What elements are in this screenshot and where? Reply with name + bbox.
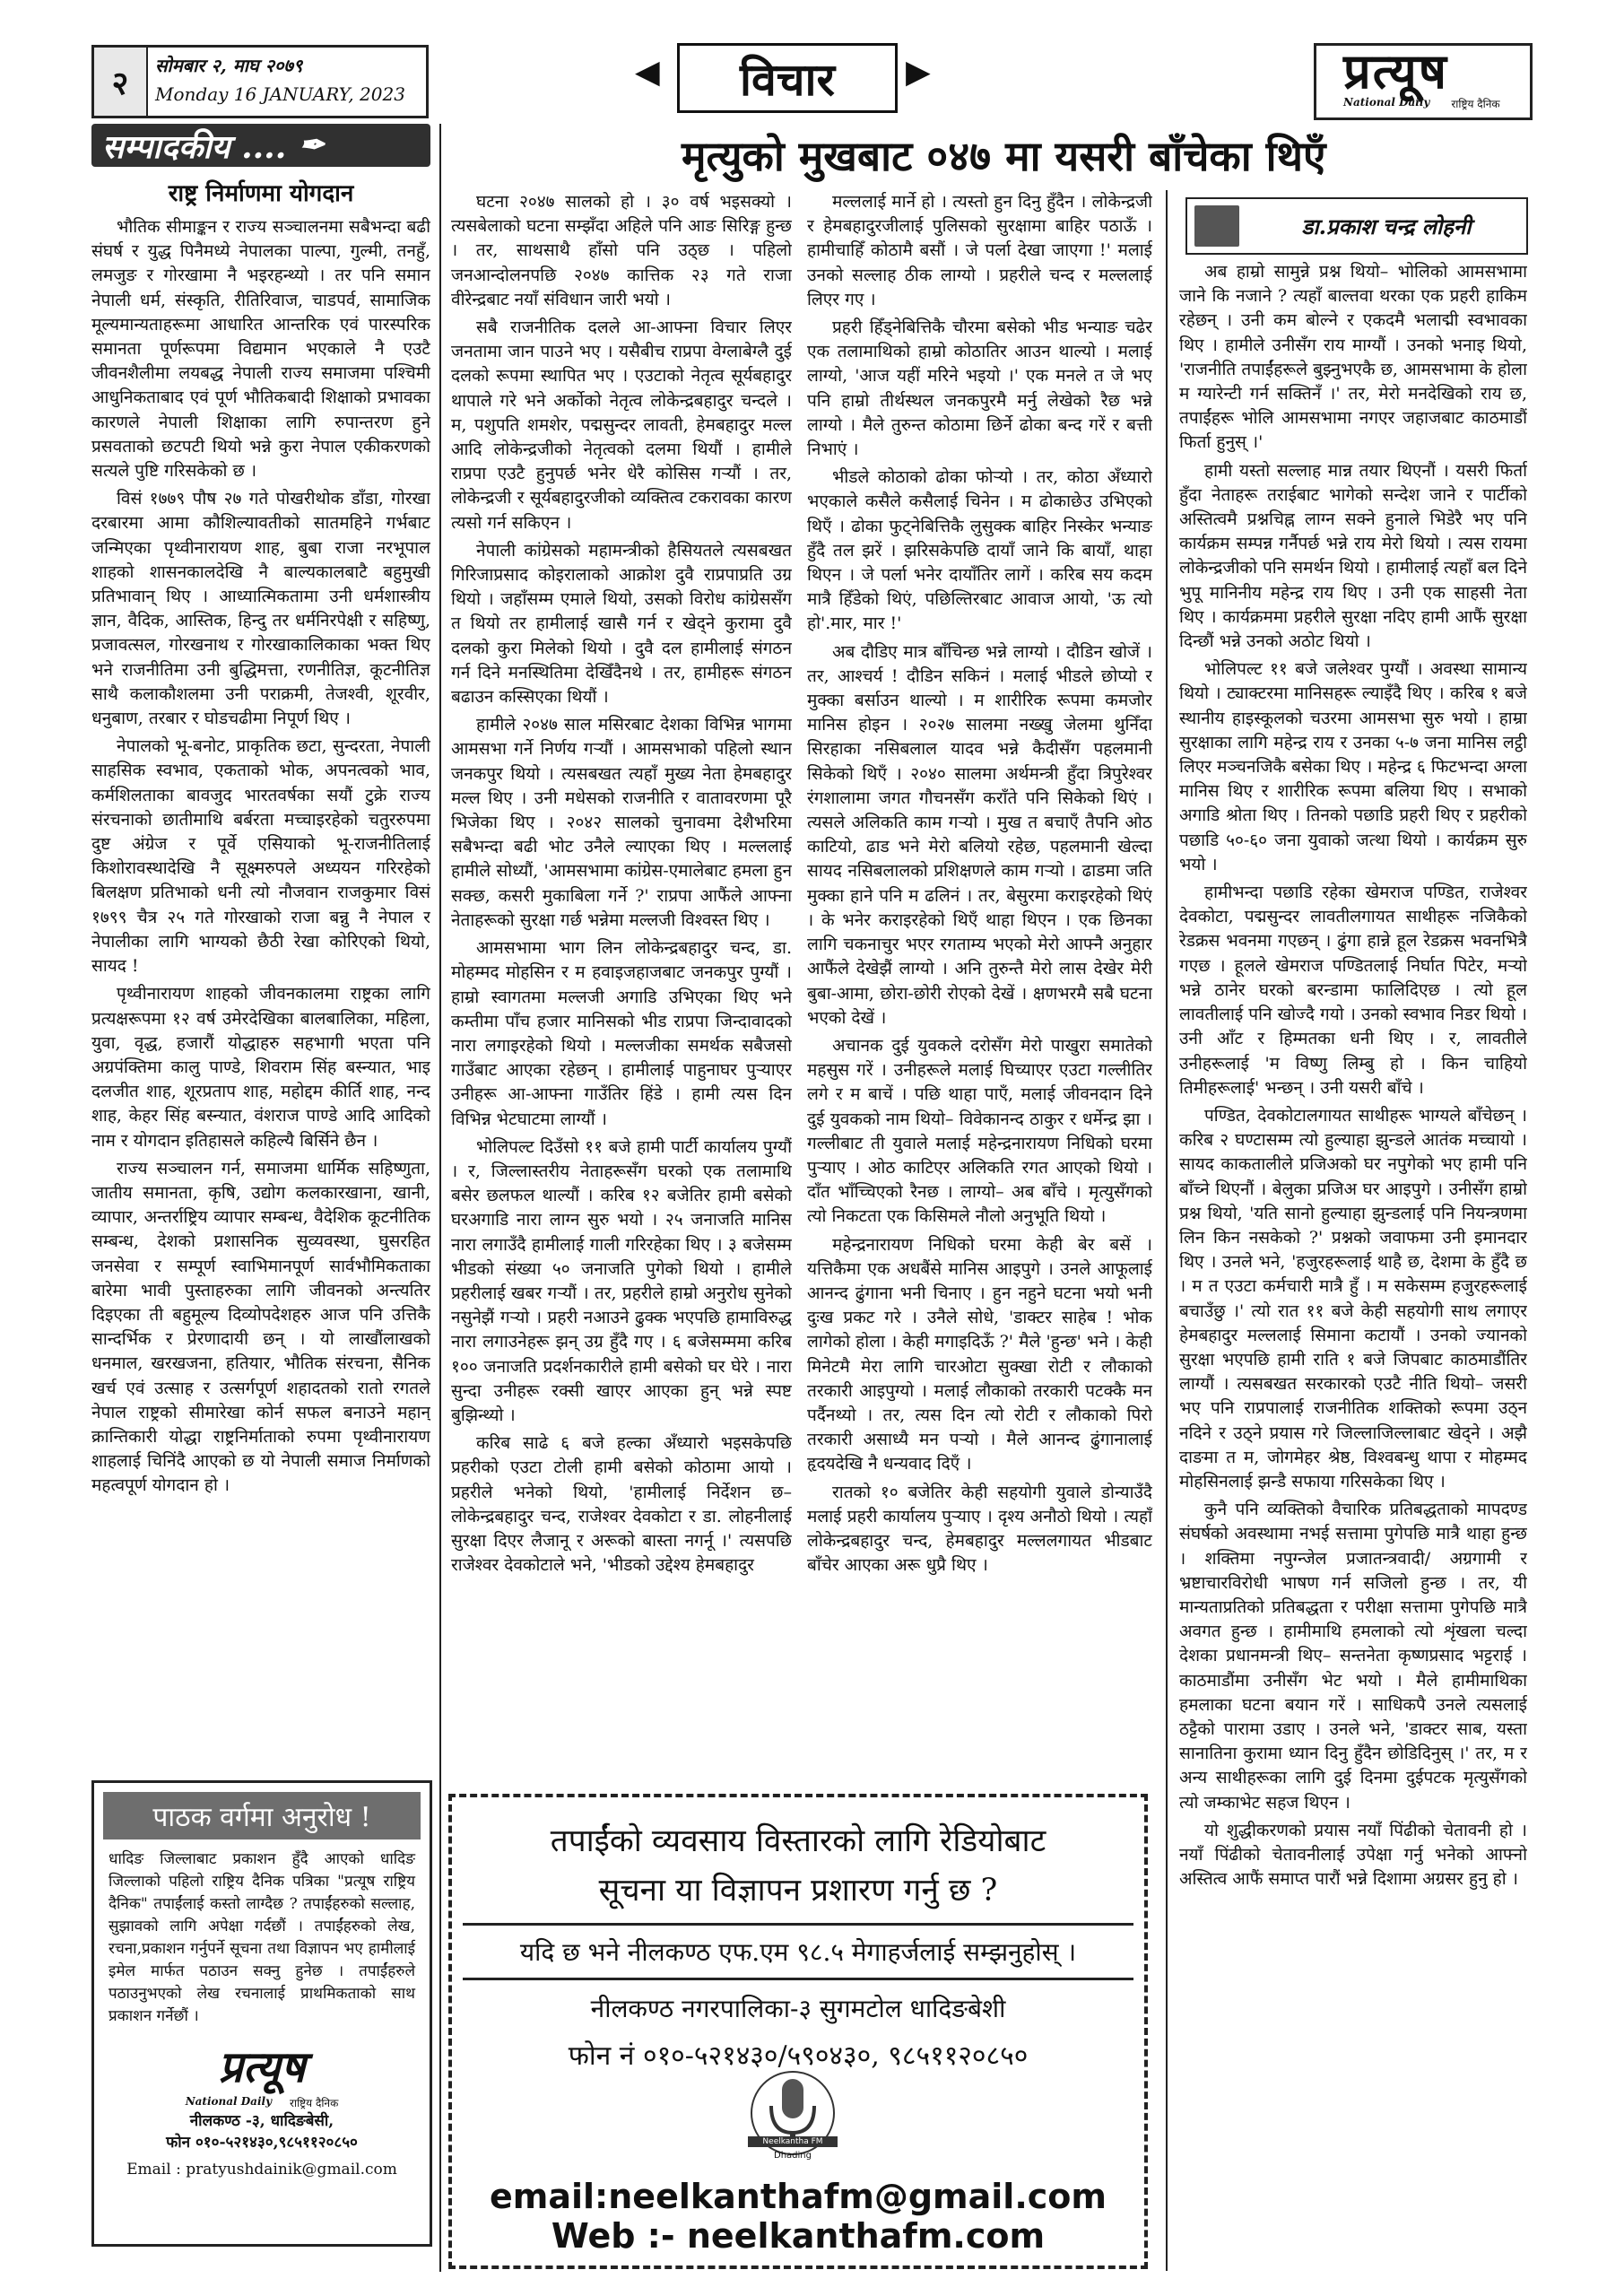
article-column-3	[1179, 260, 1527, 2251]
right-arrow-icon: ▶	[906, 54, 931, 91]
ad-email[interactable]: email:neelkanthafm@gmail.com	[490, 2177, 1107, 2216]
editorial-paragraph: राज्य सञ्चालन गर्न, समाजमा धार्मिक सहिष्णुता, जातीय समानता, कृषि, उद्योग कलकारखाना, खानी, व्यापार, अन्तर्राष्ट्रिय व्यापार सम्बन्ध, वैदेशिक कूटनीतिक सम्बन्ध, देशको प्रशासनिक सुव्यवस्था, घुसरहित जनसेवा र सम्पूर्ण स्वाभिमानपूर्ण सार्वभौमिकताका बारेमा भावी पुस्ताहरुका लागि जीवनको अन्त्यतिर दिइएका ती बहुमूल्य दिव्योपदेशहरु आज पनि उत्तिकै सान्दर्भिक र प्रेरणादायी छन् । यो लाखौंलाखको धनमाल, खरखजना, हतियार, भौतिक संरचना, सैनिक खर्च एवं उत्साह र उत्सर्गपूर्ण शहादतको रातो रगतले नेपाल राष्ट्रको सीमारेखा कोर्न सफल बनाउने महान् क्रान्तिकारी योद्धा राष्ट्रनिर्माताको रुपमा पृथ्वीनारायण शाहलाई चिनिंदै आएको छ यो नेपाली समाज निर्माणको महत्वपूर्ण योगदान हो ।	[91, 1158, 430, 1496]
article-paragraph: हामीभन्दा पछाडि रहेका खेमराज पण्डित, राजेश्वर देवकोटा, पद्मसुन्दर लावतीलगायत साथीहरू नजिकैको रेडक्रस भवनमा गएछन् । ढुंगा हान्ने हूल रेडक्रस भवनभित्रै गएछ । हूलले खेमराज पण्डितलाई निर्घात पिटेर, मऱ्यो भन्ने ठानेर घरको बरन्डामा फालिदिएछ । त्यो हूल लावतीलाई पनि खोज्दै गयो । उनको स्वभाव निडर थियो । उनी आँट र हिम्मतका धनी थिए । र, लावतीले उनीहरूलाई 'म विष्णु लिम्बु हो । किन चाहियो तिमीहरूलाई' भन्छन् । उनी यसरी बाँचे ।	[1179, 883, 1527, 1098]
article-paragraph: प्रहरी हिँड्नेबित्तिकै चौरमा बसेको भीड भन्याङ चढेर एक तलामाथिको हाम्रो कोठातिर आउन थाल्यो । मलाई लाग्यो, 'आज यहीं मरिने भइयो ।' एक मनले त जे भए पनि हाम्रो तीर्थस्थल जनकपुरमै मर्नु लेखेको रैछ भन्ने लाग्यो । मैले तुरुन्त कोठामा छिर्ने ढोका बन्द गरें र बत्ती निभाएं ।	[807, 317, 1152, 460]
article-paragraph: अब दौडिए मात्र बाँचिन्छ भन्ने लाग्यो । दौडिन खोजें । तर, आश्चर्य ! दौडिन सकिनं । मलाई भीडले छोप्यो र मुक्का बर्साउन थाल्यो । म शारीरिक रूपमा कमजोर मानिस होइन । २०२७ सालमा नख्खु जेलमा थुनिँदा सिरहाका नसिबलाल यादव भन्ने कैदीसँग पहलमानी सिकेको थिएँ । २०४० सालमा अर्थमन्त्री हुँदा त्रिपुरेश्वर रंगशालामा जगत गौचनसँग कराँते पनि सिकेको थिएं । त्यसले अलिकति काम गर्‍यो । मुख त बचाएँ तैपनि ओठ काटियो, ढाड भने मेरो बलियो रहेछ, पहलमानी खेल्दा सायद नसिबलालको प्रशिक्षणले काम गर्‍यो । ढाडमा जति मुक्का हाने पनि म ढलिनं । तर, बेसुरमा कराइरहेको थिएं । के भनेर कराइरहेको थिएँ थाहा थिएन । एक छिनका लागि चकनाचुर भएर रगताम्य भएको मेरो आफ्नै अनुहार आफैंले देखेझैं लाग्यो । अनि तुरुन्तै मेरो लास देखेर मेरी बुबा-आमा, छोरा-छोरी रोएको देखें । क्षणभरमै सबै घटना भएको देखें ।	[807, 641, 1152, 1028]
article-paragraph: यो शुद्धीकरणको प्रयास नयाँ पिंढीको चेतावनी हो । नयाँ पिंढीको चेतावनीलाई उपेक्षा गर्नु भनेको आफ्नो अस्तित्व आफैं समाप्त पारौं भन्ने दिशामा अग्रसर हुनु हो ।	[1179, 1820, 1527, 1890]
editorial-banner-text: सम्पादकीय ....	[102, 127, 287, 166]
article-paragraph: महेन्द्रनारायण निधिको घरमा केही बेर बसें । यत्तिकैमा एक अधबैंसे मानिस आइपुगे । उनले आफूलाई आनन्द ढुंगाना भनी चिनाए । हुन नहुने घटना भयो भनी दुःख प्रकट गरे । उनैले सोधे, 'डाक्टर साहेब ! भोक लागेको होला । केही मगाइदिऊँ ?' मैले 'हुन्छ' भने । केही मिनेटमै मेरा लागि चारओटा सुक्खा रोटी र लौकाको तरकारी आइपुग्यो । मलाई लौकाको तरकारी पटक्कै मन पर्दैनथ्यो । तर, त्यस दिन त्यो रोटी र लौकाको पिरो तरकारी असाध्यै मन पर्‍यो । मैले आनन्द ढुंगानालाई हृदयदेखि नै धन्यवाद दिएँ ।	[807, 1234, 1152, 1474]
date-block	[148, 48, 413, 116]
author-photo	[1194, 205, 1239, 247]
reader-request-box	[91, 1780, 432, 2247]
logo-text: प्रत्यूष	[1343, 42, 1448, 100]
radio-logo-place: Dhading	[774, 2151, 812, 2161]
article-paragraph: मल्ललाई मार्ने हो । त्यस्तो हुन दिनु हुँदैन । लोकेन्द्रजी र हेमबहादुरजीलाई पुलिसको सुरक्षामा बाहिर पठाऊँ । हामीचाहिँ कोठामै बसौं । जे पर्ला देखा जाएगा !' मलाई उनको सल्लाह ठीक लाग्यो । प्रहरीले चन्द र मल्ललाई लिएर गए ।	[807, 192, 1152, 309]
article-paragraph: हामी यस्तो सल्लाह मान्न तयार थिएनौं । यसरी फिर्ता हुँदा नेताहरू तराईबाट भागेको सन्देश जाने र पार्टीको अस्तित्वमै प्रश्नचिह्न लाग्न सक्ने हुनाले भिडेरै भए पनि कार्यक्रम सम्पन्न गर्नैपर्छ भन्ने राय मेरो थियो । त्यस रायमा लोकेन्द्रजीको पनि समर्थन थियो । हामीलाई त्यहाँ बल दिने भुपू मानिनीय महेन्द्र राय थिए । उनी एक साहसी नेता थिए । कार्यक्रममा प्रहरीले सुरक्षा नदिए हामी आफैं सुरक्षा दिन्छौं भन्ने उनको अठोट थियो ।	[1179, 460, 1527, 652]
article-paragraph: कुनै पनि व्यक्तिको वैचारिक प्रतिबद्धताको मापदण्ड संघर्षको अवस्थामा नभई सत्तामा पुगेपछि मात्रै थाहा हुन्छ । शक्तिमा नपुग्न्जेल प्रजातन्त्रवादी/ अग्रगामी र भ्रष्टाचारविरोधी भाषण गर्न सजिलो हुन्छ । तर, यी मान्यताप्रतिको प्रतिबद्धता र परीक्षा सत्तामा पुगेपछि मात्रै अवगत हुन्छ । हामीमाथि हमलाको त्यो शृंखला चल्दा देशका प्रधानमन्त्री थिए– सन्तनेता कृष्णप्रसाद भट्टराई । काठमाडौंमा उनीसँग भेट भयो । मैले हामीमाथिका हमलाका घटना बयान गरें । साधिकपै उनले त्यसलाई ठट्टैको पारामा उडाए । उनले भने, 'डाक्टर साब, यस्ता सानातिना कुरामा ध्यान दिनु हुँदैन छोडिदिनुस् ।' तर, म र अन्य साथीहरूका लागि दुई दिनमा दुईपटक मृत्युसँगको त्यो जम्काभेट सहज थिएन ।	[1179, 1500, 1527, 1813]
ad-line-1: तपाईंको व्यवसाय विस्तारको लागि रेडियोबाट	[550, 1823, 1046, 1859]
reader-request-title: पाठक वर्गमा अनुरोध !	[103, 1792, 421, 1839]
article-paragraph: करिब साढे ६ बजे हल्का अँध्यारो भइसकेपछि प्रहरीको एउटा टोली हामी बसेको कोठामा आयो । प्रहरीले भनेको थियो, 'हामीलाई निर्देशन छ– लोकेन्द्रबहादुर चन्द, राजेश्वर देवकोटा र डा. लोहनीलाई सुरक्षा दिएर लैजानू र अरूको बास्ता नगर्नू ।' त्यसपछि राजेश्वर देवकोटाले भने, 'भीडको उद्देश्य हेमबहादुर	[451, 1433, 792, 1576]
column-divider	[1166, 190, 1168, 2271]
article-column-2	[807, 190, 1152, 1769]
editorial-paragraph: पृथ्वीनारायण शाहको जीवनकालमा राष्ट्रका लागि प्रत्यक्षरूपमा १२ वर्ष उमेरदेखिका बालबालिका, महिला, युवा, वृद्ध, हजारौं योद्धाहरु सहभागी भएता पनि अग्रपंक्तिमा कालु पाण्डे, शिवराम सिंह बस्न्यात, भाइ दलजीत शाह, शूरप्रताप शाह, महोद्दम कीर्ति शाह, नन्द शाह, केहर सिंह बस्न्यात, वंशराज पाण्डे आदि आदिको नाम र योगदान इतिहासले कहिल्यै बिर्सिने छैन ।	[91, 984, 430, 1151]
editorial-paragraph: भौतिक सीमाङ्कन र राज्य सञ्चालनमा सबैभन्दा बढी संघर्ष र युद्ध पिनैमध्ये नेपालका पाल्पा, गुल्मी, तनहुँ, लमजुङ र गोरखामा नै भइरहन्थ्यो । तर पनि समान नेपाली धर्म, संस्कृति, रीतिरिवाज, चाडपर्व, सामाजिक मूल्यमान्यताहरूमा आधारित आन्तरिक एवं पारस्परिक समानता पूर्णरूपमा विद्यमान भएकाले नै एउटै जीवनशैलीमा लयबद्ध नेपाली राज्य समाजमा पश्चिमी आधुनिकताबाद एवं पूर्ण भौतिकबादी शिक्षाको प्रभावका कारणले नेपाली शिक्षाका लागि रुपान्तरण हुने प्रसवताको छटपटी थियो भन्ने कुरा नेपाल एकीकरणको सत्यले पुष्टि गरिसकेको छ ।	[91, 217, 430, 482]
ad-line-5: फोन नं ०१०-५२१४३०/५९०४३०, ९८५११२०८५०	[568, 2040, 1029, 2072]
date-nepali: सोमबार २, माघ २०७९	[155, 55, 303, 76]
article-paragraph: अब हाम्रो सामुन्ने प्रश्न थियो– भोलिको आमसभामा जाने कि नजाने ? त्यहाँ बाल्तवा थरका एक प्रहरी हाकिम रहेछन् । उनी कम बोल्ने र एकदमै भलाद्मी स्वभावका थिए । हामीले उनीसँग राय माग्यौं । उनको भनाइ थियो, 'राजनीति तपाईंहरूले बुझ्नुभएकै छ, आमसभामा के होला म ग्यारेन्टी गर्न सक्तिनँ ।' तर, मेरो मनदेखिको राय छ, तपाईंहरू भोलि आमसभामा नगएर जहाजबाट काठमाडौं फिर्ता हुनुस् ।'	[1179, 262, 1527, 453]
article-paragraph: भोलिपल्ट ११ बजे जलेश्वर पुग्यौं । अवस्था सामान्य थियो । ट्याक्टरमा मानिसहरू ल्याइँदै थिए । करिब १ बजे स्थानीय हाइस्कूलको चउरमा आमसभा सुरु भयो । हाम्रा सुरक्षाका लागि महेन्द्र राय र उनका ५-७ जना मानिस लट्ठी लिएर मञ्चनजिकै बसेका थिए । महेन्द्र ६ फिटभन्दा अग्ला मानिस थिए र शारीरिक रूपमा बलिया थिए । सभाको अगाडि श्रोता थिए । तिनको पछाडि प्रहरी थिए र प्रहरीको पछाडि ५०-६० जना युवाको जत्था थियो । कार्यक्रम सुरु भयो ।	[1179, 659, 1527, 874]
reader-logo-sub-np: राष्ट्रिय दैनिक	[290, 2097, 339, 2109]
editorial-paragraph: विसं १७७९ पौष २७ गते पोखरीथोक डाँडा, गोरखा दरबारमा आमा कौशिल्यावतीको सातमहिने गर्भबाट जन्मिएका पृथ्वीनारायण शाह, बुबा राजा नरभूपाल शाहको शासनकालदेखि नै बाल्यकालबाटै बहुमुखी प्रतिभावान् थिए । आध्यात्मिकतामा उनी धर्मशास्त्रीय ज्ञान, वैदिक, आस्तिक, हिन्दु तर धर्मनिरपेक्षी र सहिष्णु, प्रजावत्सल, गोरखनाथ र गोरखाकालिकाका भक्त थिए भने राजनीतिमा उनी बुद्धिमत्ता, रणनीतिज्ञ, कूटनीतिज्ञ साथै कलाकौशलमा उनी पराक्रमी, तेजश्वी, शूरवीर, धनुबाण, तरबार र घोडचढीमा निपूर्ण थिए ।	[91, 489, 430, 729]
reader-request-text: धादिङ जिल्लाबाट प्रकाशन हुँदै आएको धादिङ जिल्लाको पहिलो राष्ट्रिय दैनिक पत्रिका "प्रत्यूष राष्ट्रिय दैनिक" तपाईंलाई कस्तो लाग्दैछ ? तपाईंहरुको सल्लाह, सुझावको लागि अपेक्षा गर्दछौं । तपाईंहरुको लेख, रचना,प्रकाशन गर्नुपर्ने सूचना तथा विज्ञापन भए हामीलाई इमेल मार्फत पठाउन सक्नु हुनेछ । तपाईंहरुले पठाउनुभएको लेख रचनालाई प्राथमिकताको साथ प्रकाशन गर्नेछौं ।	[109, 1850, 415, 2025]
logo-sub-en: National Daily	[1343, 96, 1430, 109]
author-name: डा.प्रकाश चन्द्र लोहनी	[1301, 213, 1472, 239]
page-number: २	[94, 48, 148, 116]
ad-website[interactable]: Web :- neelkanthafm.com	[551, 2216, 1046, 2256]
article-paragraph: सबै राजनीतिक दलले आ-आफ्ना विचार लिएर जनतामा जान पाउने भए । यसैबीच राप्रपा वेग्लाबेग्लै दुई दलको रूपमा स्थापित भए । एउटाको नेतृत्व सूर्यबहादुर थापाले गरे भने अर्कोको नेतृत्व लोकेन्द्रबहादुर चन्दले । म, पशुपति शमशेर, पद्मसुन्दर लावती, हेमबहादुर मल्ल आदि लोकेन्द्रजीको नेतृत्वको दलमा थियौं । हामीले राप्रपा एउटै हुनुपर्छ भनेर धेरै कोसिस गर्‍यौं । तर, लोकेन्द्रजी र सूर्यबहादुरजीको व्यक्तित्व टकरावका कारण त्यसो गर्न सकिएन ।	[451, 317, 792, 533]
article-paragraph: घटना २०४७ सालको हो । ३० वर्ष भइसक्यो । त्यसबेलाको घटना सम्झँदा अहिले पनि आङ सिरिङ्ग हुन्छ । तर, साथसाथै हाँसो पनि उठ्छ । पहिलो जनआन्दोलनपछि २०४७ कात्तिक २३ गते राजा वीरेन्द्रबाट नयाँ संविधान जारी भयो ।	[451, 192, 792, 309]
article-paragraph: भीडले कोठाको ढोका फोर्‍यो । तर, कोठा अँध्यारो भएकाले कसैले कसैलाई चिनेन । म ढोकाछेउ उभिएको थिएँ । ढोका फुट्नेबित्तिकै लुसुक्क बाहिर निस्केर भन्याङ हुँदै तल झरें । झरिसकेपछि दायाँ जाने कि बायाँ, थाहा थिएन । जे पर्ला भनेर दायाँतिर लागें । करिब सय कदम मात्रै हिँडेको थिएं, पछिल्तिरबाट आवाज आयो, 'ऊ त्यो हो'.मार, मार !'	[807, 467, 1152, 634]
pen-icon: ✒	[299, 127, 325, 163]
logo-sub-np: राष्ट्रिय दैनिक	[1451, 98, 1500, 110]
article-headline: मृत्युको मुखबाट ०४७ मा यसरी बाँचेका थिएँ	[682, 132, 1326, 180]
article-paragraph: पण्डित, देवकोटालगायत साथीहरू भाग्यले बाँचेछन् । करिब २ घण्टासम्म त्यो हुल्याहा झुन्डले आतंक मच्चायो । सायद काकतालीले प्रजिअको घर नपुगेको भए हामी पनि बाँच्ने थिएनौं । बेलुका प्रजिअ घर आइपुगे । उनीसँग हाम्रो प्रश्न थियो, 'यति सानो हुल्याहा झुन्डलाई पनि नियन्त्रणमा लिन किन नसकेको ?' प्रश्नको जवाफमा उनी इमानदार थिए । उनले भने, 'हजुरहरूलाई थाहै छ, देशमा के हुँदै छ । म त एउटा कर्मचारी मात्रै हुँ । म सकेसम्म हजुरहरूलाई बचाउँछु ।' त्यो रात ११ बजे केही सहयोगी साथ लगाएर हेमबहादुर मल्ललाई सिमाना कटायौं । उनको ज्यानको सुरक्षा भएपछि हामी राति १ बजे जिपबाट काठमाडौंतिर लाग्यौं । त्यसबखत सरकारको एउटै नीति थियो– जसरी भए पनि राप्रपालाई राजनीतिक शक्तिको रूपमा उठ्न नदिने र उठ्ने प्रयास गरे जिल्लाजिल्लाबाट खेद्ने । अझै दाङमा त म, जोगमेहर श्रेष्ठ, विश्वबन्धु थापा र मोहम्मद मोहसिनलाई झन्डै सफाया गरिसकेका थिए ।	[1179, 1105, 1527, 1492]
editorial-column	[91, 215, 430, 1758]
radio-logo	[739, 2066, 847, 2165]
date-english: Monday 16 JANUARY, 2023	[155, 83, 405, 105]
ad-line-3: यदि छ भने नीलकण्ठ एफ.एम ९८.५ मेगाहर्जलाई सम्झनुहोस् ।	[463, 1923, 1133, 1980]
radio-logo-name: Neelkantha FM	[762, 2137, 823, 2146]
newspaper-logo	[1314, 43, 1533, 120]
article-paragraph: आमसभामा भाग लिन लोकेन्द्रबहादुर चन्द, डा. मोहम्मद मोहसिन र म हवाइजहाजबाट जनकपुर पुग्यौं । हाम्रो स्वागतमा मल्लजी अगाडि उभिएका थिए भने कम्तीमा पाँच हजार मानिसको भीड राप्रपा जिन्दावादको नारा लगाइरहेको थियो । मल्लजीका समर्थक सबैजसो गाउँबाट आएका रहेछन् । हामीलाई पाहुनाघर पुर्‍याएर उनीहरू आ-आफ्ना गाउँतिर हिंडे । हामी त्यस दिन विभिन्न भेटघाटमा लाग्यौं ।	[451, 938, 792, 1129]
reader-logo-sub-en: National Daily	[185, 2095, 273, 2108]
reader-box-logo: प्रत्यूष	[218, 2042, 306, 2092]
column-divider	[439, 124, 441, 2272]
author-box	[1185, 197, 1528, 255]
reader-box-phone: फोन ०१०-५२१४३०,९८५११२०८५०	[166, 2134, 358, 2152]
article-column-1	[451, 190, 792, 1769]
editorial-title: राष्ट्र निर्माणमा योगदान	[168, 180, 354, 207]
ad-line-2: सूचना या विज्ञापन प्रशारण गर्नु छ ?	[598, 1873, 998, 1909]
masthead-date-box	[91, 45, 429, 118]
ad-line-4: नीलकण्ठ नगरपालिका-३ सुगमटोल धादिङबेशी	[590, 1994, 1006, 2023]
section-title: विचार	[677, 43, 898, 113]
radio-advertisement	[448, 1794, 1148, 2269]
article-paragraph: नेपाली कांग्रेसको महामन्त्रीको हैसियतले त्यसबखत गिरिजाप्रसाद कोइरालाको आक्रोश दुवै राप्रपाप्रति उग्र थियो । जहाँसम्म एमाले थियो, उसको विरोध कांग्रेससँग त थियो तर हामीलाई खासै गर्न र खेद्ने कुरामा दुवै दलको कुरा मिलेको थियो । दुवै दल हामीलाई संगठन गर्न दिने मनस्थितिमा देखिँदैनथे । तर, हामीहरू संगठन बढाउन कस्सिएका थियौं ।	[451, 540, 792, 708]
article-paragraph: हामीले २०४७ साल मसिरबाट देशका विभिन्न भागमा आमसभा गर्ने निर्णय गर्‍यौं । आमसभाको पहिलो स्थान जनकपुर थियो । त्यसबखत त्यहाँ मुख्य नेता हेमबहादुर मल्ल थिए । उनी मधेसको राजनीति र वातावरणमा पूरै भिजेका थिए । २०४२ सालको चुनावमा देशैभरिमा सबैभन्दा बढी भोट उनैले ल्याएका थिए । मल्ललाई हामीले सोध्यौं, 'आमसभामा कांग्रेस-एमालेबाट हमला हुन सक्छ, कसरी मुकाबिला गर्ने ?' राप्रपा आफैंले आफ्ना नेताहरूको सुरक्षा गर्छ भन्नेमा मल्लजी विश्वस्त थिए ।	[451, 715, 792, 930]
editorial-paragraph: नेपालको भू-बनोट, प्राकृतिक छटा, सुन्दरता, नेपाली साहसिक स्वभाव, एकताको भोक, अपनत्वको भाव, कर्मशिलताका बावजुद भारतवर्षका सयौं टुक्रे राज्य संरचनाको छातीमाथि बर्बरता मच्चाइरहेको चतुररुपमा दुष्ट अंग्रेज र पूर्वे एसियाको भू-राजनीतिलाई किशोरावस्थादेखि नै सूक्ष्मरुपले अध्ययन गरिरहेको बिलक्षण प्रतिभाको धनी त्यो नौजवान राजकुमार विसं १७९९ चैत्र २५ गते गोरखाको राजा बन्नु नै नेपाल र नेपालीका लागि भाग्यको छैठी रेखा कोरिएको थियो, सायद !	[91, 736, 430, 977]
reader-box-email[interactable]: Email : pratyushdainik@gmail.com	[126, 2161, 397, 2179]
left-arrow-icon: ◀	[635, 54, 660, 91]
article-paragraph: रातको १० बजेतिर केही सहयोगी युवाले डोन्याउँदै मलाई प्रहरी कार्यालय पुऱ्याए । दृश्य अनौठो थियो । त्यहाँ लोकेन्द्रबहादुर चन्द, हेमबहादुर मल्ललगायत भीडबाट बाँचेर आएका अरू धुप्रै थिए ।	[807, 1482, 1152, 1576]
article-paragraph: अचानक दुई युवकले दरोसँग मेरो पाखुरा समातेको महसुस गरें । उनीहरूले मलाई घिच्याएर एउटा गल्लीतिर लगे र म बाचें । पछि थाहा पाएँ, मलाई जीवनदान दिने दुई युवकको नाम थियो– विवेकानन्द ठाकुर र धर्मेन्द्र झा । गल्लीबाट ती युवाले मलाई महेन्द्रनारायण निधिको घरमा पुर्‍याए । ओठ काटिएर अलिकति रगत आएको थियो । दाँत भाँच्चिएको रैनछ । लाग्यो– अब बाँचे । मृत्युसँगको त्यो निकटता एक किसिमले नौलो अनुभूति थियो ।	[807, 1035, 1152, 1227]
reader-box-address: नीलकण्ठ -३, धादिङबेसी,	[189, 2112, 334, 2130]
article-paragraph: भोलिपल्ट दिउँसो ११ बजे हामी पार्टी कार्यालय पुग्यौं । र, जिल्लास्तरीय नेताहरूसँग घरको एक तलामाथि बसेर छलफल थाल्यौं । करिब १२ बजेतिर हामी बसेको घरअगाडि नारा लाग्न सुरु भयो । २५ जनाजति मानिस नारा लगाउँदै हामीलाई गाली गरिरहेका थिए । ३ बजेसम्म भीडको संख्या ५० जनाजति पुगेको थियो । हामीले प्रहरीलाई खबर गर्‍यौं । तर, प्रहरीले हाम्रो अनुरोध सुनेको नसुनेझैं गर्‍यो । प्रहरी नआउने ढुक्क भएपछि हामाविरुद्ध नारा लगाउनेहरू झन् उग्र हुँदै गए । ६ बजेसम्ममा करिब १०० जनाजति प्रदर्शनकारीले हामी बसेको घर घेरे । नारा सुन्दा उनीहरू रक्सी खाएर आएका हुन् भन्ने स्पष्ट बुझिन्थ्यो ।	[451, 1136, 792, 1425]
editorial-banner	[91, 124, 430, 167]
